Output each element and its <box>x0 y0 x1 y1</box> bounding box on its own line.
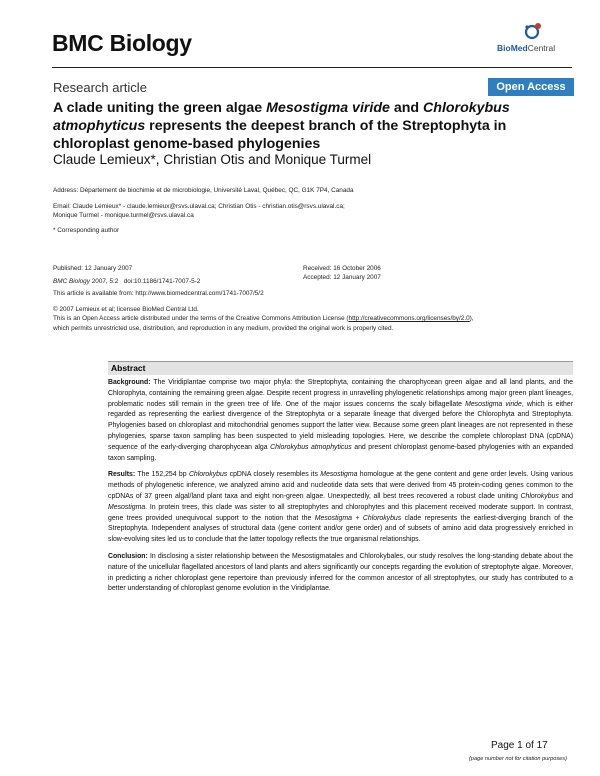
conclusion-label: Conclusion: <box>108 552 148 560</box>
license-link[interactable]: http://creativecommons.org/licenses/by/2.0 <box>348 315 470 323</box>
open-access-badge: Open Access <box>488 78 574 96</box>
title-part: and <box>389 100 424 116</box>
abstract-text: clade represents the earliest-diverging branch of the Streptophyta. Independent analyses of structural data (gene content and/or gene order) and of subsets of amino acid data progressively enriched in slow-evolving sites led us to conclude that the latter topology reflects the true organismal relationships. <box>108 514 574 544</box>
abstract-text: The Viridiplantae comprise two major phyla: the Streptophyta, containing the charophycean green algae and all land plants, and the Chlorophyta, containing the remaining green algae. Despite recent progress in unravelling phylogenetic relationships among major green plant lineages, problematic nodes still remain in the green tree of life. One of the major issues concerns the scaly biflagellate <box>108 379 573 408</box>
abstract-text: cpDNA closely resembles its <box>227 471 321 479</box>
abstract-italic: Chlorokybus <box>520 492 559 500</box>
title-part: represents the deepest branch of the Streptophyta in chloroplast genome-based phylogenies <box>53 118 507 152</box>
abstract-background <box>108 378 573 464</box>
authors: Claude Lemieux*, Christian Otis and Monique Turmel <box>53 152 372 167</box>
biomed-logo-icon <box>521 22 543 42</box>
received-date: Received: 16 October 2006 <box>303 265 381 272</box>
title-species: Mesostigma viride <box>266 100 390 116</box>
license-terms: which permits unrestricted use, distribution, and reproduction in any medium, provided the original work is properly cited. <box>53 324 394 332</box>
abstract-text: In disclosing a sister relationship between the Mesostigmatales and Chlorokybales, our study resolves the long-standing debate about the nature of the unicellular flagellated ancestors of land plants and alters significantly our concepts regarding the evolution of streptophyte algae. Moreover, in predicting a richer chloroplast gene repertoire than previously inferred for the common ancestor of all streptophytes, our study has contributed to a better understanding of chloroplast genome evolution in the Viridiplantae. <box>108 552 573 593</box>
background-label: Background: <box>108 379 151 386</box>
license-text: This is an Open Access article distributed under the terms of the Creative Commons Attribution License ( <box>53 315 349 323</box>
citation <box>53 277 283 286</box>
publisher-logo <box>497 22 569 56</box>
abstract-text: , which is either regarded as representing the earliest divergence of the Streptophyta or a separate lineage that diverged before the Chlorophyta and Streptophyta. Phylogenies based on chloroplast and mitochondrial genomes support the latter view. Because some green plant lineages are not represented in these phylogenies, sparse taxon sampling has been suspected to yield misleading topologies. Here, we describe the complete chloroplast DNA (cpDNA) sequence of the early-diverging charophycean alga <box>108 400 573 451</box>
author-emails <box>53 202 493 221</box>
author-address: Address: Département de biochimie et de microbiologie, Université Laval, Québec, QC, G1K 7P4, Canada <box>53 187 354 194</box>
article-url[interactable]: This article is available from: http://www.biomedcentral.com/1741-7007/5/2 <box>53 289 264 297</box>
title-species: Chlorokybus atmophyticus <box>53 100 510 134</box>
license-line <box>53 314 573 323</box>
abstract-text: . In protein trees, this clade was sister to all streptophytes and chlorophytes and this placement received moderate support. In contrast, gene trees provided unequivocal support to the notion that the <box>108 503 573 522</box>
journal-title: BMC Biology <box>52 30 192 56</box>
publisher-central: Central <box>527 43 556 53</box>
abstract-italic: Chlorokybus <box>188 471 228 479</box>
abstract-italic: Mesostigma <box>108 503 146 511</box>
citation-journal: BMC Biology <box>53 278 90 286</box>
abstract-text: and <box>558 492 573 500</box>
abstract-text: homologue at the gene content and gene order levels. Using various methods of phylogenetic inference, we analyzed amino acid and nucleotide data sets that were derived from 45 protein-coding genes common to the cpDNAs of 37 green algal/land plant taxa and eight non-green algae. Unexpectedly, all best trees recovered a robust clade uniting <box>108 471 573 500</box>
email-line[interactable]: Monique Turmel - monique.turmel@rsvs.ulaval.ca <box>53 212 194 220</box>
doi: doi:10.1186/1741-7007-5-2 <box>123 278 201 286</box>
page-number: Page 1 of 17 <box>491 740 548 751</box>
abstract-text: The 152,254 bp <box>135 471 189 479</box>
title-part: A clade uniting the green algae <box>53 100 267 116</box>
abstract-italic: Chlorokybus atmophyticus <box>270 443 352 451</box>
corresponding-author-note: * Corresponding author <box>53 227 120 234</box>
article-title <box>53 99 583 153</box>
abstract-italic: Mesostigma + Chlorokybus <box>314 514 402 522</box>
results-label: Results: <box>108 471 136 479</box>
received-accepted-info <box>303 264 533 283</box>
copyright-line: © 2007 Lemieux et al; licensee BioMed Central Ltd. <box>53 306 199 313</box>
license-text-end: ), <box>469 315 474 323</box>
email-line[interactable]: Email: Claude Lemieux* - claude.lemieux@rsvs.ulaval.ca; Christian Otis - christian.otis@rsvs.ulaval.ca; <box>53 203 345 210</box>
publisher-bio: BioMed <box>497 43 528 53</box>
abstract-results <box>108 470 573 546</box>
header-divider <box>52 67 572 68</box>
abstract-italic: Mesostigma viride <box>465 400 522 408</box>
copyright-notice <box>53 305 573 333</box>
abstract-text: and present chloroplast genome-based phylogenies with an expanded taxon sampling. <box>108 443 573 462</box>
abstract-conclusion <box>108 552 573 595</box>
abstract-italic: Mesostigma <box>320 471 358 479</box>
published-date: Published: 12 January 2007 <box>53 265 133 272</box>
abstract-section <box>108 361 573 735</box>
citation-volume: 2007, 5:2 <box>89 278 119 286</box>
page-number-note: (page number not for citation purposes) <box>469 756 567 762</box>
article-type: Research article <box>53 80 147 95</box>
accepted-date: Accepted: 12 January 2007 <box>303 274 381 282</box>
publication-info <box>53 264 283 298</box>
abstract-heading: Abstract <box>108 362 573 375</box>
publisher-name <box>497 43 555 53</box>
